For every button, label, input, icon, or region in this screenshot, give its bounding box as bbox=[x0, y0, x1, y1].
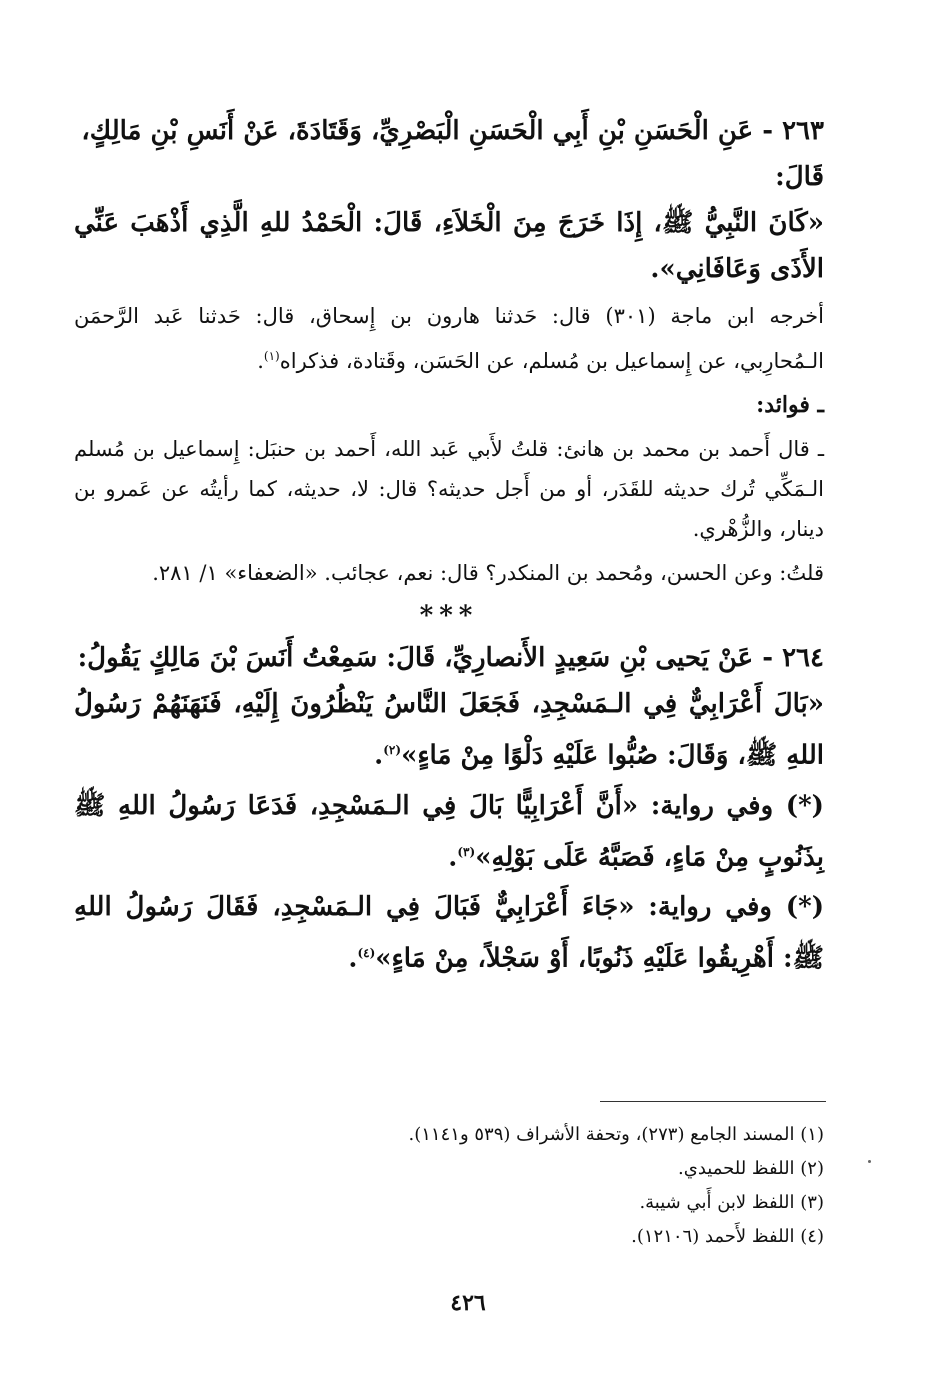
footnote-ref-3: (٣) bbox=[457, 844, 476, 859]
takhrij-text: أخرجه ابن ماجة (٣٠١) قال: حَدثنا هارون بن إِسحاق، قال: حَدثنا عَبد الرَّحمَن الـمُحارِبي، عن إِسماعيل بن مُسلم، عن الحَسَن، وقَتادة، فذكراه bbox=[74, 304, 824, 373]
hadith-264-riwaya-1: (*) وفي رواية: «أَنَّ أَعْرَابِيًّا بَالَ فِي الـمَسْجِدِ، فَدَعَا رَسُولُ اللهِ ﷺ بِذَنُوبٍ مِنْ مَاءٍ، فَصَبَّهُ عَلَى بَوْلِهِ»$^{(٣)}$. bbox=[74, 790, 824, 873]
main-text bbox=[74, 108, 824, 986]
footnote-3: (٣) اللفظ لابن أَبي شيبة. bbox=[639, 1192, 824, 1213]
footnotes bbox=[300, 1118, 824, 1254]
footnote-1: (١) المسند الجامع (٢٧٣)، وتحفة الأشراف (٥٣٩ و١١٤١). bbox=[408, 1124, 824, 1145]
footnote-4: (٤) اللفظ لأَحمد (١٢١٠٦). bbox=[631, 1226, 824, 1247]
footnote-ref-2: (٢) bbox=[383, 743, 402, 757]
footnote-2: (٢) اللفظ للحميدي. bbox=[678, 1158, 824, 1179]
hadith-264-riwaya-2: (*) وفي رواية: «جَاءَ أَعْرَابِيٌّ فَبَالَ فِي الـمَسْجِدِ، فَقَالَ رَسُولُ اللهِ ﷺ: أَهْرِيقُوا عَلَيْهِ ذَنُوبًا، أَوْ سَجْلاً، مِنْ مَاءٍ»$^{(٤)}$. bbox=[74, 892, 824, 974]
hadith-263-qala: قَالَ: bbox=[775, 162, 824, 192]
riwaya-2-text: (*) وفي رواية: «جَاءَ أَعْرَابِيٌّ فَبَالَ فِي الـمَسْجِدِ، فَقَالَ رَسُولُ اللهِ ﷺ: أَهْرِيقُوا عَلَيْهِ ذَنُوبًا، أَوْ سَجْلاً، مِنْ مَاءٍ» bbox=[74, 892, 824, 974]
fawaid-heading: ـ فوائد: bbox=[756, 392, 824, 418]
footnote-ref-4: (٤) bbox=[357, 946, 376, 961]
hadith-264-matn: «بَالَ أَعْرَابِيٌّ فِي الـمَسْجِدِ، فَجَعَلَ النَّاسُ يَنْظُرُونَ إِلَيْهِ، فَنَهَنَهُمْ رَسُولُ اللهِ ﷺ، وَقَالَ: صُبُّوا عَلَيْهِ دَلْوًا مِنْ مَاءٍ»$^{(٢)}$. bbox=[74, 689, 824, 771]
hadith-263-isnad: ٢٦٣ - عَنِ الْحَسَنِ بْنِ أَبِي الْحَسَنِ الْبَصْرِيِّ، وَقَتَادَةَ، عَنْ أَنَسِ بْنِ مَالِكٍ، bbox=[81, 116, 824, 146]
margin-dot bbox=[868, 1160, 871, 1163]
footnote-divider bbox=[600, 1101, 826, 1102]
qultu-text: قلتُ: وعن الحسن، ومُحمد بن المنكدر؟ قال: نعم، عجائب. «الضعفاء» ١/ ٢٨١. bbox=[152, 561, 824, 585]
matn-text: «بَالَ أَعْرَابِيٌّ فِي الـمَسْجِدِ، فَجَعَلَ النَّاسُ يَنْظُرُونَ إِلَيْهِ، فَنَهَنَهُمْ رَسُولُ اللهِ ﷺ، وَقَالَ: صُبُّوا عَلَيْهِ دَلْوًا مِنْ مَاءٍ» bbox=[74, 689, 824, 771]
hadith-263-takhrij: أخرجه ابن ماجة (٣٠١) قال: حَدثنا هارون بن إِسحاق، قال: حَدثنا عَبد الرَّحمَن الـمُحارِبي، عن إِسماعيل بن مُسلم، عن الحَسَن، وقَتادة، فذكراه$^{(١)}$. bbox=[74, 304, 824, 373]
riwaya-1-text: (*) وفي رواية: «أَنَّ أَعْرَابِيًّا بَالَ فِي الـمَسْجِدِ، فَدَعَا رَسُولُ اللهِ ﷺ بِذَنُوبٍ مِنْ مَاءٍ، فَصَبَّهُ عَلَى بَوْلِهِ» bbox=[74, 790, 824, 873]
hadith-264-isnad: ٢٦٤ - عَنْ يَحيى بْنِ سَعِيدٍ الأَنصارِيِّ، قَالَ: سَمِعْتُ أَنَسَ بْنَ مَالِكٍ يَقُولُ: bbox=[77, 643, 824, 673]
fawaid-text: ـ قال أَحمد بن محمد بن هانئ: قلتُ لأَبي عَبد الله، أَحمد بن حنبَل: إِسماعيل بن مُسلم الـمَكِّي تُرك حديثه للقَدَر، أو من أَجل حديثه؟ قال: لا، حديثه، كما رأيتُه عن عَمرو بن دينار، والزُّهْري. bbox=[74, 437, 824, 541]
footnote-ref-1: (١) bbox=[263, 349, 280, 363]
section-separator: *** bbox=[419, 601, 479, 631]
hadith-263-matn: «كَانَ النَّبِيُّ ﷺ، إِذَا خَرَجَ مِنَ الْخَلاَءِ، قَالَ: الْحَمْدُ للهِ الَّذِي أَذْهَبَ عَنِّي الأَذَى وَعَافَانِي». bbox=[74, 208, 824, 284]
page-number: ٤٢٦ bbox=[450, 1290, 486, 1316]
